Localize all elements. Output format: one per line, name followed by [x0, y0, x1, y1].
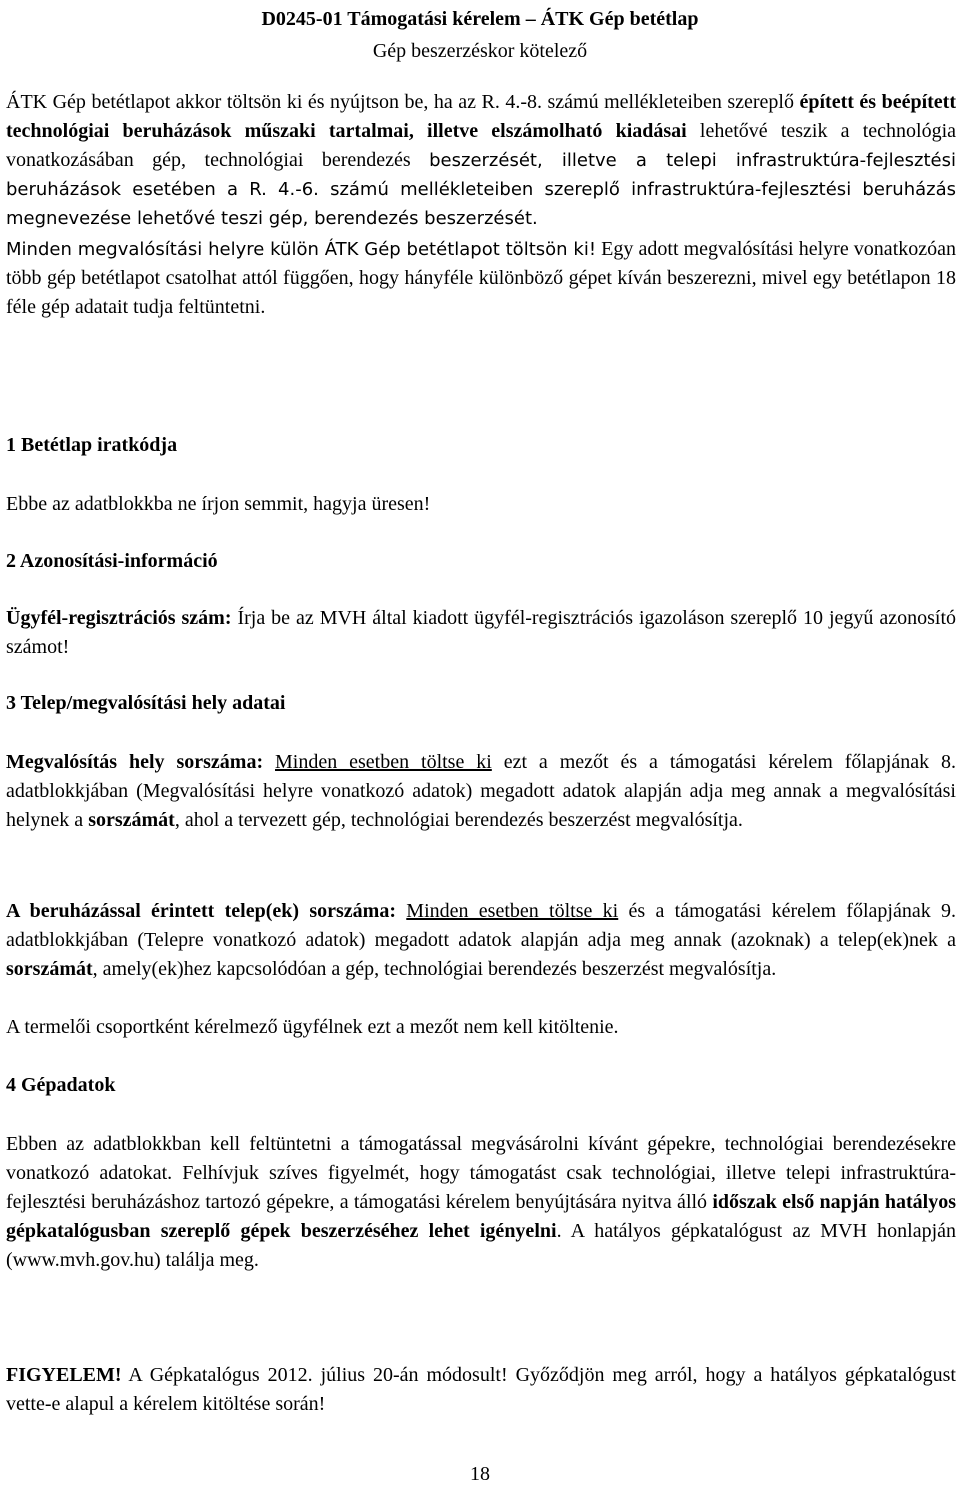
section-1-heading: 1 Betétlap iratkódja	[6, 434, 178, 456]
section-3-paragraph-3: A termelői csoportként kérelmező ügyfélnek ezt a mezőt nem kell kitöltenie.	[6, 1016, 619, 1038]
document-title: D0245-01 Támogatási kérelem – ÁTK Gép betétlap	[261, 8, 699, 30]
intro-paragraph-2: Minden megvalósítási helyre külön ÁTK Gép betétlapot töltsön ki! Egy adott megvalósítási helyre vonatkozóan több gép betétlapot csatolhat attól függően, hogy hányféle különböző gépet kíván beszerezni, mivel egy betétlapon 18 féle gép adatait tudja feltüntetni.	[6, 238, 956, 318]
notice-block: FIGYELEM! A Gépkatalógus 2012. július 20-án módosult! Győződjön meg arról, hogy a hatályos gépkatalógust vette-e alapul a kérelem kitöltése során!	[6, 1364, 956, 1415]
section-3-paragraph-2: A beruházással érintett telep(ek) sorszáma: Minden esetben töltse ki és a támogatási kérelem főlapjának 9. adatblokkjában (Telepre vonatkozó adatok) megadott adatok alapján adja meg annak (azoknak) a telep(ek)nek a sorszámát, amely(ek)hez kapcsolódóan a gép, technológiai berendezés beszerzést megvalósítja.	[6, 900, 956, 980]
section-3-paragraph-1: Megvalósítás hely sorszáma: Minden esetben töltse ki ezt a mezőt és a támogatási kérelem főlapjának 8. adatblokkjában (Megvalósítási helyre vonatkozó adatok) megadott adatok alapján adja meg annak a megvalósítási helynek a sorszámát, ahol a tervezett gép, technológiai berendezés beszerzést megvalósítja.	[6, 751, 957, 831]
intro-block	[6, 88, 956, 322]
section-1-text: Ebbe az adatblokkba ne írjon semmit, hagyja üresen!	[6, 493, 431, 515]
section-2-heading: 2 Azonosítási-információ	[6, 550, 218, 572]
intro-paragraph-1: ÁTK Gép betétlapot akkor töltsön ki és nyújtson be, ha az R. 4.-8. számú mellékleteiben szereplő épített és beépített technológiai beruházások műszaki tartalmai, illetve elszámolható kiadásai lehetővé teszik a technológia vonatkozásában gép, technológiai berendezés beszerzését, illetve a telepi infrastruktúra-fejlesztési beruházások esetében a R. 4.-6. számú mellékleteiben szereplő infrastruktúra-fejlesztési beruházás megnevezése lehetővé teszi gép, berendezés beszerzését.	[6, 91, 956, 229]
section-4-heading: 4 Gépadatok	[6, 1074, 116, 1096]
section-4-text: Ebben az adatblokkban kell feltüntetni a támogatással megvásárolni kívánt gépekre, technológiai berendezésekre vonatkozó adatokat. Felhívjuk szíves figyelmét, hogy támogatást csak technológiai, illetve telepi infrastruktúra-fejlesztési beruházáshoz tartozó gépekre, a támogatási kérelem benyújtására nyitva álló időszak első napján hatályos gépkatalógusban szereplő gépek beszerzéséhez lehet igényelni. A hatályos gépkatalógust az MVH honlapján (www.mvh.gov.hu) találja meg.	[6, 1133, 957, 1271]
section-2-text: Ügyfél-regisztrációs szám: Írja be az MVH által kiadott ügyfél-regisztrációs igazoláson szereplő 10 jegyű azonosító számot!	[6, 607, 956, 658]
section-3-heading: 3 Telep/megvalósítási hely adatai	[6, 692, 286, 714]
document-subtitle: Gép beszerzéskor kötelező	[372, 40, 588, 62]
page-number: 18	[470, 1463, 490, 1485]
